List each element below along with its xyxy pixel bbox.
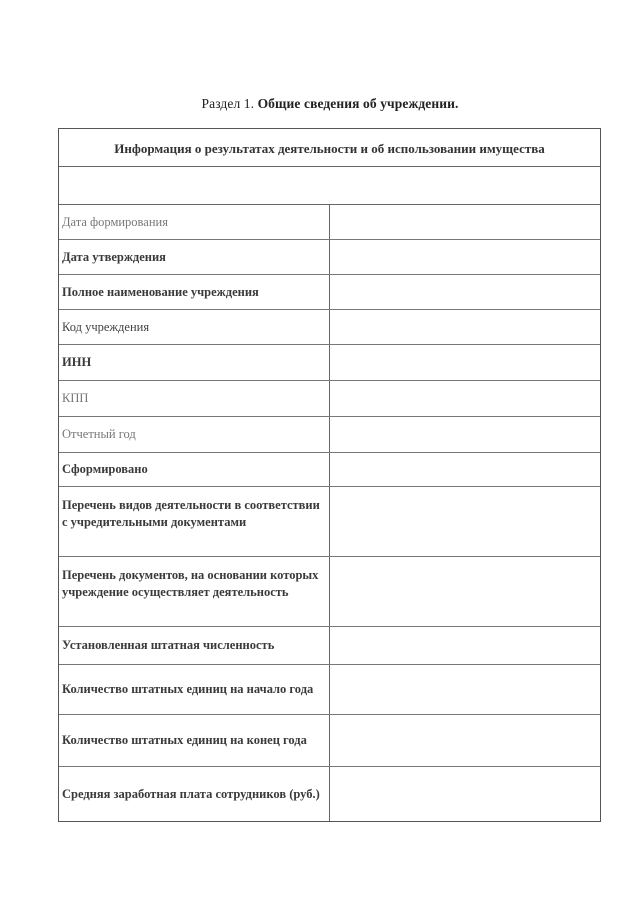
- row-label: ИНН: [59, 345, 330, 380]
- table-row-full-name: [59, 275, 600, 310]
- row-label: Количество штатных единиц на конец года: [59, 715, 330, 766]
- row-value: [330, 345, 600, 380]
- row-label: Дата утверждения: [59, 240, 330, 274]
- table-row-generated: [59, 453, 600, 487]
- info-table: [58, 128, 601, 822]
- table-row-inn: [59, 345, 600, 381]
- row-label: Полное наименование учреждения: [59, 275, 330, 309]
- row-value: [330, 240, 600, 274]
- row-value: [330, 205, 600, 239]
- row-value: [330, 665, 600, 714]
- table-row-institution-code: [59, 310, 600, 345]
- row-label: Количество штатных единиц на начало года: [59, 665, 330, 714]
- row-value: [330, 487, 600, 556]
- row-label: Отчетный год: [59, 417, 330, 452]
- table-row-documents: [59, 557, 600, 627]
- row-label: Дата формирования: [59, 205, 330, 239]
- table-row-activities: [59, 487, 600, 557]
- row-label: КПП: [59, 381, 330, 416]
- section-heading-prefix: Раздел 1.: [201, 96, 255, 111]
- table-row-formation-date: [59, 205, 600, 240]
- table-row-kpp: [59, 381, 600, 417]
- row-value: [330, 715, 600, 766]
- table-row-avg-salary: [59, 767, 600, 821]
- table-row-approval-date: [59, 240, 600, 275]
- row-label: Перечень документов, на основании которых учреждение осуществляет деятельность: [59, 557, 330, 626]
- section-heading-title: Общие сведения об учреждении.: [257, 96, 459, 111]
- table-row-report-year: [59, 417, 600, 453]
- row-value: [330, 381, 600, 416]
- row-value: [330, 453, 600, 486]
- row-value: [330, 627, 600, 664]
- row-label: Код учреждения: [59, 310, 330, 344]
- table-header: Информация о результатах деятельности и об использовании имущества: [59, 129, 600, 167]
- row-label: Средняя заработная плата сотрудников (руб.): [59, 767, 330, 821]
- row-label: Сформировано: [59, 453, 330, 486]
- row-label: Установленная штатная численность: [59, 627, 330, 664]
- table-row-units-start: [59, 665, 600, 715]
- row-value: [330, 557, 600, 626]
- row-value: [330, 310, 600, 344]
- row-value: [330, 275, 600, 309]
- table-empty-row: [59, 167, 600, 205]
- table-row-units-end: [59, 715, 600, 767]
- row-value: [330, 767, 600, 821]
- table-row-staff-count: [59, 627, 600, 665]
- section-heading: [0, 96, 635, 112]
- row-label: Перечень видов деятельности в соответствии с учредительными документами: [59, 487, 330, 556]
- row-value: [330, 417, 600, 452]
